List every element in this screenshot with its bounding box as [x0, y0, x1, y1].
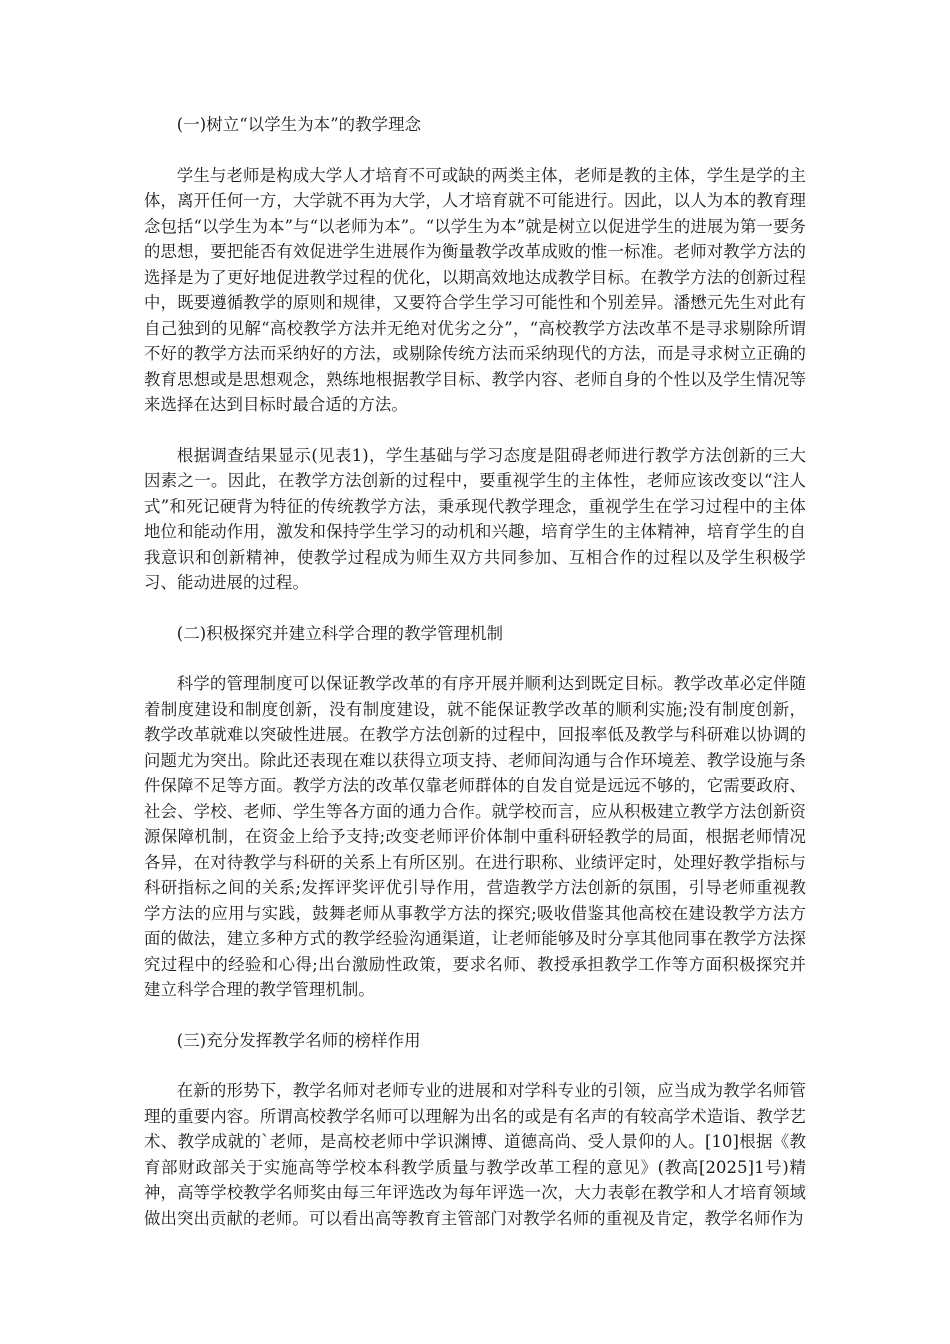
document-body: [144, 112, 806, 1256]
paragraph: 根据调查结果显示(见表1)，学生基础与学习态度是阻碍老师进行教学方法创新的三大因素之一。因此，在教学方法创新的过程中，要重视学生的主体性，老师应该改变以“注人式”和死记硬背为特征的传统教学方法，秉承现代教学理念，重视学生在学习过程中的主体地位和能动作用，激发和保持学生学习的动机和兴趣，培育学生的主体精神，培育学生的自我意识和创新精神，使教学过程成为师生双方共同参加、互相合作的过程以及学生积极学习、能动进展的过程。: [144, 445, 806, 592]
section-heading-2: (二)积极探究并建立科学合理的教学管理机制: [176, 623, 504, 643]
paragraph: 学生与老师是构成大学人才培育不可或缺的两类主体，老师是教的主体，学生是学的主体，离开任何一方，大学就不再为大学，人才培育就不可能进行。因此，以人为本的教育理念包括“以学生为本”与“以老师为本”。“以学生为本”就是树立以促进学生的进展为第一要务的思想，要把能否有效促进学生进展作为衡量教学改革成败的惟一标准。老师对教学方法的选择是为了更好地促进教学过程的优化，以期高效地达成教学目标。在教学方法的创新过程中，既要遵循教学的原则和规律，又要符合学生学习可能性和个别差异。潘懋元先生对此有自己独到的见解“高校教学方法并无绝对优劣之分”，“高校教学方法改革不是寻求剔除所谓不好的教学方法而采纳好的方法，或剔除传统方法而采纳现代的方法，而是寻求树立正确的教育思想或是思想观念，熟练地根据教学目标、教学内容、老师自身的个性以及学生情况等来选择在达到目标时最合适的方法。: [144, 165, 806, 414]
section-heading-3: (三)充分发挥教学名师的榜样作用: [176, 1030, 421, 1050]
paragraph: 在新的形势下，教学名师对老师专业的进展和对学科专业的引领，应当成为教学名师管理的重要内容。所谓高校教学名师可以理解为出名的或是有名声的有较高学术造诣、教学艺术、教学成就的`老师，是高校老师中学识渊博、道德高尚、受人景仰的人。[10]根据《教育部财政部关于实施高等学校本科教学质量与教学改革工程的意见》(教高[2025]1号)精神，高等学校教学名师奖由每三年评选改为每年评选一次，大力表彰在教学和人才培育领域做出突出贡献的老师。可以看出高等教育主管部门对教学名师的重视及肯定，教学名师作为: [144, 1081, 806, 1228]
section-heading-1: (一)树立“以学生为本”的教学理念: [176, 115, 422, 134]
paragraph: 科学的管理制度可以保证教学改革的有序开展并顺利达到既定目标。教学改革必定伴随着制度建设和制度创新，没有制度建设，就不能保证教学改革的顺利实施;没有制度创新，教学改革就难以突破性进展。在教学方法创新的过程中，回报率低及教学与科研难以协调的问题尤为突出。除此还表现在难以获得立项支持、老师间沟通与合作环境差、教学设施与条件保障不足等方面。教学方法的改革仅靠老师群体的自发自觉是远远不够的，它需要政府、社会、学校、老师、学生等各方面的通力合作。就学校而言，应从积极建立教学方法创新资源保障机制，在资金上给予支持;改变老师评价体制中重科研轻教学的局面，根据老师情况各异，在对待教学与科研的关系上有所区别。在进行职称、业绩评定时，处理好教学指标与科研指标之间的关系;发挥评奖评优引导作用，营造教学方法创新的氛围，引导老师重视教学方法的应用与实践，鼓舞老师从事教学方法的探究;吸收借鉴其他高校在建设教学方法方面的做法，建立多种方式的教学经验沟通渠道，让老师能够及时分享其他同事在教学方法探究过程中的经验和心得;出台激励性政策，要求名师、教授承担教学工作等方面积极探究并建立科学合理的教学管理机制。: [144, 674, 806, 999]
